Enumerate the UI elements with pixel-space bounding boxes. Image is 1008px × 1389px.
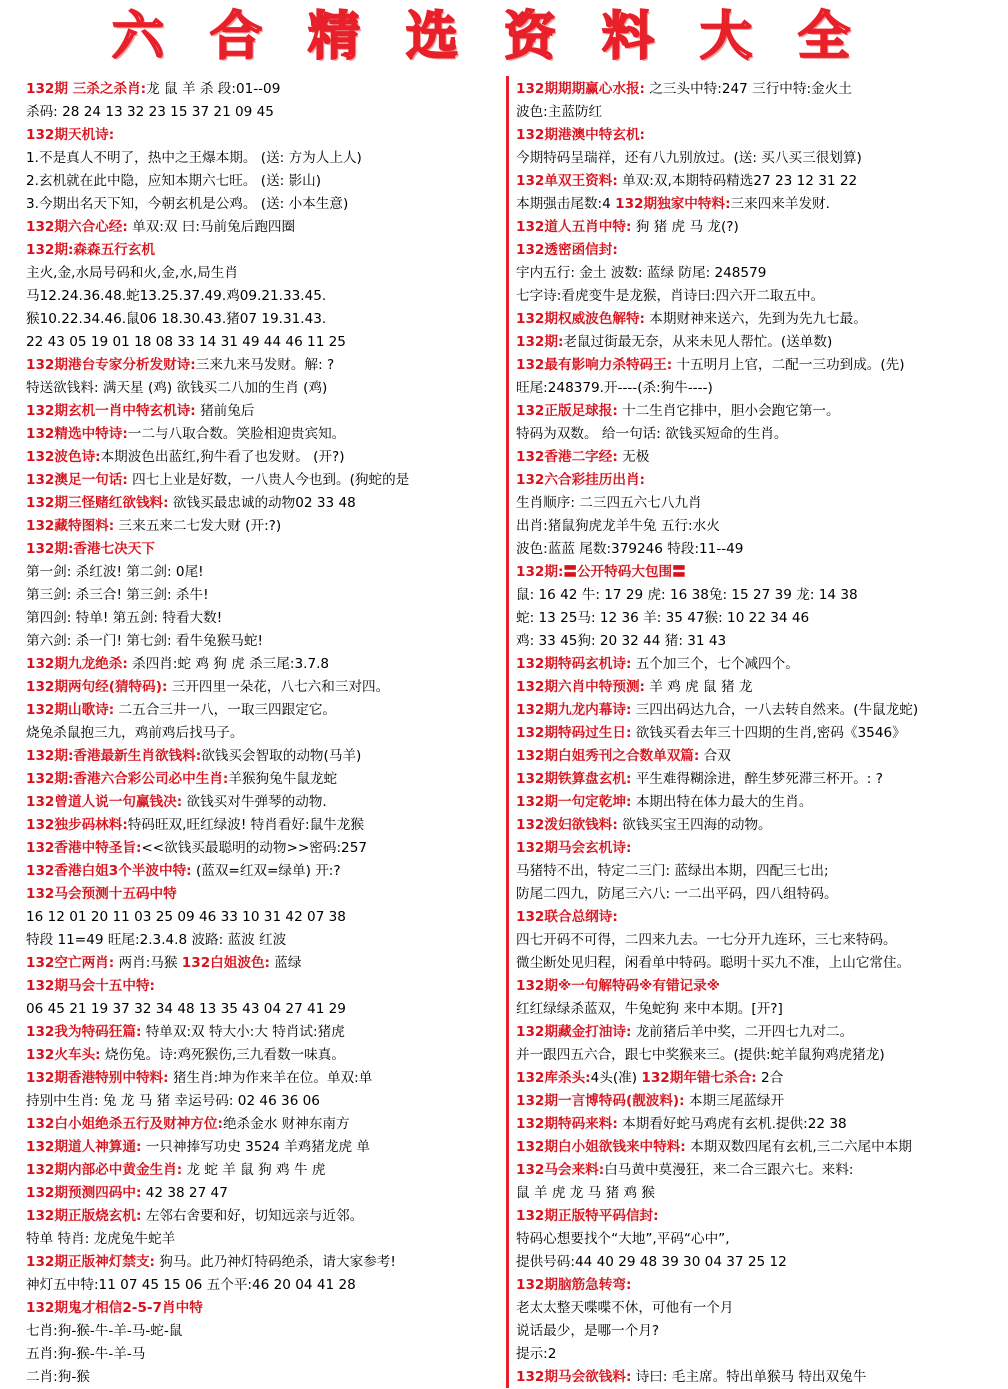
text-line: [26, 952, 504, 975]
section-heading: 132期※一句解特码※有错记录※: [516, 978, 720, 994]
section-heading: 132澳足一句话:: [26, 472, 128, 488]
text-line: [516, 331, 1002, 354]
section-text: 三来九来马发财。解: ?: [195, 357, 335, 373]
section-text: 2合: [756, 1070, 784, 1086]
section-text: 1.不是真人不明了，热中之王爆本期。 (送: 方为人上人): [26, 150, 362, 166]
text-line: [516, 814, 1002, 837]
text-line: [26, 768, 504, 791]
section-text: 五个加三个，七个减四个。: [631, 656, 799, 672]
section-heading: 132期白姐秀刊之合数单双篇:: [516, 748, 700, 764]
section-heading: 132正版足球报:: [516, 403, 618, 419]
text-line: [26, 78, 504, 101]
section-text: 马12.24.36.48.蛇13.25.37.49.鸡09.21.33.45.: [26, 288, 327, 304]
section-text: 无极: [617, 449, 650, 465]
text-line: [516, 1159, 1002, 1182]
section-heading: 132期特码玄机诗:: [516, 656, 632, 672]
section-text: 三来五来二七发大财 (开:?): [114, 518, 282, 534]
text-line: [26, 492, 504, 515]
text-line: [516, 561, 1002, 584]
section-heading: 132期特码过生日:: [516, 725, 632, 741]
section-heading: 132我为特码狂篇:: [26, 1024, 142, 1040]
section-text: 红红绿绿杀蓝双，牛兔蛇狗 来中本期。[开?]: [516, 1001, 783, 1017]
text-line: [516, 952, 1002, 975]
text-line: [516, 837, 1002, 860]
text-line: [26, 469, 504, 492]
section-heading: 132期内部必中黄金生肖:: [26, 1162, 183, 1178]
section-text: 诗曰: 毛主席。特出单猴马 特出双兔牛: [631, 1369, 867, 1385]
text-line: [26, 1067, 504, 1090]
text-line: [26, 1297, 504, 1320]
section-text: 杀码: 28 24 13 32 23 15 37 21 09 45: [26, 104, 274, 120]
text-line: [516, 1343, 1002, 1366]
text-line: [516, 1320, 1002, 1343]
section-text: <<欲钱买最聪明的动物>>密码:257: [141, 840, 367, 856]
section-heading: 132期九龙内幕诗:: [516, 702, 632, 718]
text-line: [26, 285, 504, 308]
section-heading: 132库杀头:: [516, 1070, 591, 1086]
section-text: 老太太整天喋喋不休，可他有一个月: [516, 1300, 734, 1316]
text-line: [26, 883, 504, 906]
section-text: 蛇: 13 25马: 12 36 羊: 35 47猴: 10 22 34 46: [516, 610, 810, 626]
text-line: [516, 538, 1002, 561]
section-text: 五肖:狗-猴-牛-羊-马: [26, 1346, 146, 1362]
section-heading: 132香港中特圣旨:: [26, 840, 142, 856]
section-heading: 132白姐波色:: [181, 955, 270, 971]
section-text: 三开四里一朵花，八七六和三对四。: [167, 679, 390, 695]
section-heading: 132期藏金打油诗:: [516, 1024, 632, 1040]
section-text: 三四出码达九合，一八去转自然来。(牛鼠龙蛇): [631, 702, 919, 718]
section-heading: 132期两句经(猜特码):: [26, 679, 168, 695]
text-line: [516, 400, 1002, 423]
section-text: 神灯五中特:11 07 45 15 06 五个平:46 20 04 41 28: [26, 1277, 356, 1293]
text-line: [516, 239, 1002, 262]
section-text: 波色:蓝蓝 尾数:379246 特段:11--49: [516, 541, 744, 557]
section-heading: 132期九龙绝杀:: [26, 656, 128, 672]
section-text: 二五合三井一八，一取三四跟定它。: [114, 702, 337, 718]
section-text: 16 12 01 20 11 03 25 09 46 33 10 31 42 07 38: [26, 909, 346, 925]
text-line: [26, 1228, 504, 1251]
text-line: [26, 515, 504, 538]
text-line: [516, 124, 1002, 147]
text-line: [26, 124, 504, 147]
section-text: 欲钱买对牛弹琴的动物.: [182, 794, 327, 810]
text-line: [516, 1274, 1002, 1297]
section-text: 之三头中特:247 三行中特:金火土: [644, 81, 852, 97]
text-line: [26, 1113, 504, 1136]
section-text: 单双:双,本期特码精选27 23 12 31 22: [617, 173, 858, 189]
section-text: 06 45 21 19 37 32 34 48 13 35 43 04 27 41 29: [26, 1001, 346, 1017]
section-text: 老鼠过街最无奈，从来未见人帮忙。(送单数): [563, 334, 833, 350]
right-column: [516, 78, 1002, 1389]
section-text: (蓝双=红双=绿单) 开:?: [191, 863, 341, 879]
text-line: [26, 1090, 504, 1113]
text-line: [26, 239, 504, 262]
text-line: [26, 377, 504, 400]
section-text: 本期财神来送六，先到为先九七最。: [644, 311, 867, 327]
section-heading: 132期:森森五行玄机: [26, 242, 155, 258]
text-line: [26, 1205, 504, 1228]
section-text: 主火,金,水局号码和火,金,水,局生肖: [26, 265, 238, 281]
section-text: 提示:2: [516, 1346, 557, 1362]
text-line: [26, 676, 504, 699]
text-line: [26, 1136, 504, 1159]
section-text: 22 43 05 19 01 18 08 33 14 31 49 44 46 11 25: [26, 334, 346, 350]
section-heading: 132期:香港最新生肖欲钱料:: [26, 748, 202, 764]
text-line: [26, 998, 504, 1021]
text-line: [516, 1113, 1002, 1136]
text-line: [516, 1090, 1002, 1113]
section-text: 本期三尾蓝绿开: [684, 1093, 785, 1109]
text-line: [516, 860, 1002, 883]
text-line: [26, 699, 504, 722]
section-text: 合双: [699, 748, 731, 764]
text-line: [26, 308, 504, 331]
section-text: 猴10.22.34.46.鼠06 18.30.43.猪07 19.31.43.: [26, 311, 327, 327]
section-heading: 132期一言博特码(靓波料):: [516, 1093, 685, 1109]
section-heading: 132单双王资料:: [516, 173, 618, 189]
text-line: [26, 193, 504, 216]
text-line: [26, 929, 504, 952]
section-heading: 132期天机诗:: [26, 127, 115, 143]
section-heading: 132期正版神灯禁支:: [26, 1254, 155, 1270]
section-text: 白马黄中莫漫狂，来二合三跟六七。来料:: [604, 1162, 854, 1178]
section-heading: 132期正版特平码信封:: [516, 1208, 659, 1224]
text-line: [26, 791, 504, 814]
text-line: [516, 1182, 1002, 1205]
section-text: 一只神捧写功史 3524 羊鸡猪龙虎 单: [141, 1139, 370, 1155]
text-line: [26, 147, 504, 170]
text-line: [516, 1205, 1002, 1228]
text-line: [26, 538, 504, 561]
text-line: [516, 906, 1002, 929]
section-text: 狗 猪 虎 马 龙(?): [631, 219, 739, 235]
text-line: [516, 1067, 1002, 1090]
text-line: [26, 1320, 504, 1343]
section-heading: 132期六合心经:: [26, 219, 128, 235]
text-line: [26, 975, 504, 998]
left-column: [26, 78, 504, 1389]
section-text: 欲钱买会智取的动物(马羊): [201, 748, 362, 764]
section-heading: 132香港二字经:: [516, 449, 618, 465]
text-line: [516, 446, 1002, 469]
section-text: 本期双数四尾有玄机,三二六尾中本期: [685, 1139, 912, 1155]
section-text: 第四剑: 特单! 第五剑: 特看大数!: [26, 610, 223, 626]
text-line: [26, 653, 504, 676]
section-text: 鼠 羊 虎 龙 马 猪 鸡 猴: [516, 1185, 655, 1201]
section-heading: 132期特码来料:: [516, 1116, 618, 1132]
text-line: [516, 1251, 1002, 1274]
section-heading: 132精选中特诗:: [26, 426, 128, 442]
section-text: 一二与八取合数。笑脸相迎贵宾知。: [127, 426, 346, 442]
page-title: 六合精选资料大全: [111, 7, 896, 67]
section-heading: 132期马会欲钱料:: [516, 1369, 632, 1385]
section-heading: 132期马会十五中特:: [26, 978, 155, 994]
text-line: [26, 1251, 504, 1274]
section-text: 单双:双 曰:马前兔后跑四圈: [127, 219, 296, 235]
section-heading: 132空亡两肖:: [26, 955, 115, 971]
text-line: [26, 630, 504, 653]
section-text: 4头(准): [590, 1070, 642, 1086]
section-text: 猪前兔后: [195, 403, 255, 419]
section-heading: 132期铁算盘玄机:: [516, 771, 632, 787]
text-line: [26, 860, 504, 883]
column-divider: [506, 76, 509, 1388]
section-text: 烧兔杀鼠抱三九，鸡前鸡后找马子。: [26, 725, 244, 741]
section-text: 四七开码不可得，二四来九去。一七分开九连环，三七来特码。: [516, 932, 897, 948]
section-text: 七肖:狗-猴-牛-羊-马-蛇-鼠: [26, 1323, 183, 1339]
section-heading: 132期:〓公开特码大包围〓: [516, 564, 686, 580]
text-line: [26, 170, 504, 193]
text-line: [516, 630, 1002, 653]
section-heading: 132期:香港七决天下: [26, 541, 155, 557]
section-heading: 132期马会玄机诗:: [516, 840, 632, 856]
section-heading: 132期预测四码中:: [26, 1185, 142, 1201]
text-line: [516, 147, 1002, 170]
text-line: [516, 998, 1002, 1021]
section-heading: 132马会来料:: [516, 1162, 605, 1178]
section-text: 猪生肖:坤为作来羊在位。单双:单: [168, 1070, 373, 1086]
text-line: [516, 676, 1002, 699]
section-text: 四七上业是好数，一八贵人今也到。(狗蛇的是: [127, 472, 410, 488]
section-text: 第一剑: 杀红波! 第二剑: 0尾!: [26, 564, 204, 580]
text-line: [26, 1366, 504, 1389]
text-line: [26, 1274, 504, 1297]
section-heading: 132期道人神算通:: [26, 1139, 142, 1155]
section-heading: 132期六肖中特预测:: [516, 679, 645, 695]
section-heading: 132期港台专家分析发财诗:: [26, 357, 196, 373]
text-line: [516, 423, 1002, 446]
text-line: [516, 975, 1002, 998]
section-text: 蓝绿: [269, 955, 302, 971]
section-text: 二肖:狗-猴: [26, 1369, 90, 1385]
section-heading: 132六合彩挂历出肖:: [516, 472, 645, 488]
section-text: 今期特码呈瑞祥，还有八九别放过。(送: 买八买三很划算): [516, 150, 862, 166]
section-text: 第三剑: 杀三合! 第三剑: 杀牛!: [26, 587, 209, 603]
text-line: [516, 768, 1002, 791]
text-line: [26, 814, 504, 837]
section-text: 波色:主蓝防红: [516, 104, 603, 120]
section-text: 持别中生肖: 兔 龙 马 猪 幸运号码: 02 46 36 06: [26, 1093, 320, 1109]
section-text: 龙 鼠 羊 杀 段:01--09: [146, 81, 281, 97]
section-heading: 132泼妇欲钱料:: [516, 817, 618, 833]
text-line: [516, 584, 1002, 607]
section-text: 生肖顺序: 二三四五六七八九肖: [516, 495, 702, 511]
section-heading: 132期港澳中特玄机:: [516, 127, 645, 143]
section-text: 十五明月上官，二配一三功到成。(先): [672, 357, 905, 373]
section-heading: 132期鬼才相信2-5-7肖中特: [26, 1300, 203, 1316]
text-line: [26, 1021, 504, 1044]
text-line: [516, 1044, 1002, 1067]
text-line: [516, 883, 1002, 906]
text-line: [516, 216, 1002, 239]
section-heading: 132期香港特别中特料:: [26, 1070, 169, 1086]
text-line: [516, 285, 1002, 308]
text-line: [26, 745, 504, 768]
text-line: [26, 584, 504, 607]
section-text: 说话最少，是哪一个月?: [516, 1323, 660, 1339]
section-text: 出肖:猪鼠狗虎龙羊牛兔 五行:水火: [516, 518, 720, 534]
text-line: [516, 515, 1002, 538]
section-heading: 132联合总纲诗:: [516, 909, 618, 925]
section-heading: 132马会预测十五码中特: [26, 886, 177, 902]
section-heading: 132道人五肖中特:: [516, 219, 632, 235]
text-line: [516, 101, 1002, 124]
text-line: [516, 170, 1002, 193]
section-text: 十二生肖它排中，胆小会跑它第一。: [617, 403, 840, 419]
section-heading: 132期:: [516, 334, 564, 350]
section-heading: 132火车头:: [26, 1047, 101, 1063]
section-heading: 132期年错七杀合:: [641, 1070, 757, 1086]
section-text: 欲钱买宝王四海的动物。: [617, 817, 772, 833]
section-text: 宇内五行: 金土 波数: 蓝绿 防尾: 248579: [516, 265, 767, 281]
text-line: [26, 906, 504, 929]
section-text: 特单 特肖: 龙虎兔牛蛇羊: [26, 1231, 176, 1247]
section-heading: 132白小姐绝杀五行及财神方位:: [26, 1116, 223, 1132]
section-text: 两肖:马猴: [114, 955, 182, 971]
section-text: 42 38 27 47: [141, 1185, 228, 1201]
section-text: 2.玄机就在此中隐，应知本期六七旺。 (送: 影山): [26, 173, 322, 189]
text-line: [26, 1182, 504, 1205]
text-line: [516, 607, 1002, 630]
text-line: [516, 929, 1002, 952]
section-text: 左邻右舍要和好，切知远亲与近邻。: [141, 1208, 364, 1224]
section-text: 龙前猪后羊中奖，二开四七九对二。: [631, 1024, 854, 1040]
section-text: 绝杀金水 财神东南方: [222, 1116, 350, 1132]
text-line: [516, 791, 1002, 814]
text-line: [26, 607, 504, 630]
text-line: [516, 699, 1002, 722]
section-text: 特码为双数。 给一句话: 欲钱买短命的生肖。: [516, 426, 788, 442]
text-line: [516, 492, 1002, 515]
text-line: [26, 1159, 504, 1182]
text-line: [26, 722, 504, 745]
text-line: [26, 561, 504, 584]
text-line: [26, 101, 504, 124]
section-text: 平生难得糊涂进，醉生梦死滞三杯开。: ?: [631, 771, 883, 787]
text-line: [516, 308, 1002, 331]
section-text: 鼠: 16 42 牛: 17 29 虎: 16 38兔: 15 27 39 龙: 14 38: [516, 587, 858, 603]
text-line: [26, 262, 504, 285]
section-text: 并一跟四五六合，跟七中奖猴来三。(提供:蛇羊鼠狗鸡虎猪龙): [516, 1047, 885, 1063]
section-heading: 132最有影响力杀特码王:: [516, 357, 673, 373]
text-line: [516, 1136, 1002, 1159]
section-heading: 132期山歌诗:: [26, 702, 115, 718]
section-text: 杀四肖:蛇 鸡 狗 虎 杀三尾:3.7.8: [127, 656, 330, 672]
text-line: [516, 469, 1002, 492]
section-heading: 132期脑筋急转弯:: [516, 1277, 632, 1293]
section-heading: 132期独家中特料:: [615, 196, 731, 212]
text-line: [516, 193, 1002, 216]
section-text: 特单双:双 特大小:大 特肖试:猪虎: [141, 1024, 345, 1040]
section-text: 本期出特在体力最大的生肖。: [631, 794, 813, 810]
section-heading: 132期玄机一肖中特玄机诗:: [26, 403, 196, 419]
section-text: 提供号码:44 40 29 48 39 30 04 37 25 12: [516, 1254, 787, 1270]
section-text: 特段 11=49 旺尾:2.3.4.8 波路: 蓝波 红波: [26, 932, 287, 948]
text-line: [516, 653, 1002, 676]
text-line: [26, 1343, 504, 1366]
section-text: 本期看好蛇马鸡虎有玄机.提供:22 38: [617, 1116, 847, 1132]
section-text: 本期强击尾数:4: [516, 196, 616, 212]
text-line: [26, 354, 504, 377]
text-line: [26, 1044, 504, 1067]
section-text: 欲钱买看去年三十四期的生肖,密码《3546》: [631, 725, 906, 741]
section-text: 本期波色出蓝红,狗牛看了也发财。 (开?): [100, 449, 345, 465]
section-text: 羊猴狗兔牛鼠龙蛇: [228, 771, 338, 787]
text-line: [26, 400, 504, 423]
section-text: 龙 蛇 羊 鼠 狗 鸡 牛 虎: [182, 1162, 326, 1178]
section-text: 鸡: 33 45狗: 20 32 44 猪: 31 43: [516, 633, 727, 649]
section-heading: 132期权威波色解特:: [516, 311, 645, 327]
section-heading: 132透密函信封:: [516, 242, 618, 258]
section-text: 三来四来羊发财.: [730, 196, 830, 212]
section-text: 第六剑: 杀一门! 第七剑: 看牛兔猴马蛇!: [26, 633, 263, 649]
section-heading: 132期白小姐欲钱来中特料:: [516, 1139, 686, 1155]
section-heading: 132期:香港六合彩公司必中生肖:: [26, 771, 229, 787]
text-line: [516, 722, 1002, 745]
section-heading: 132期 三杀之杀肖:: [26, 81, 147, 97]
text-line: [516, 745, 1002, 768]
section-text: 七字诗:看虎变牛是龙猴，肖诗曰:四六开二取五中。: [516, 288, 825, 304]
section-text: 羊 鸡 虎 鼠 猪 龙: [644, 679, 753, 695]
section-text: 马猪特不出，特定二三门: 蓝绿出本期，四配三七出;: [516, 863, 829, 879]
text-line: [516, 1366, 1002, 1389]
text-line: [26, 837, 504, 860]
text-line: [516, 78, 1002, 101]
section-text: 特码心想要找个“大地”,平码“心中”,: [516, 1231, 730, 1247]
section-text: 狗马。此乃神灯特码绝杀，请大家参考!: [154, 1254, 396, 1270]
section-heading: 132藏特图料:: [26, 518, 115, 534]
text-line: [516, 1228, 1002, 1251]
section-heading: 132期三怪赌红欲钱料:: [26, 495, 169, 511]
section-text: 烧伤兔。诗:鸡死猴伤,三九看数一味真。: [100, 1047, 345, 1063]
section-heading: 132独步码林料:: [26, 817, 128, 833]
text-line: [26, 423, 504, 446]
text-line: [26, 446, 504, 469]
section-text: 旺尾:248379.开----(杀:狗牛----): [516, 380, 713, 396]
text-line: [516, 1297, 1002, 1320]
text-line: [516, 1021, 1002, 1044]
section-text: 特送欲钱料: 满天星 (鸡) 欲钱买二八加的生肖 (鸡): [26, 380, 328, 396]
section-heading: 132香港白姐3个半波中特:: [26, 863, 192, 879]
section-heading: 132期一句定乾坤:: [516, 794, 632, 810]
section-text: 3.今期出名天下知，今朝玄机是公鸡。 (送: 小本生意): [26, 196, 349, 212]
section-text: 欲钱买最忠诚的动物02 33 48: [168, 495, 356, 511]
section-text: 特码旺双,旺红绿波! 特肖看好:鼠牛龙猴: [127, 817, 364, 833]
text-line: [516, 262, 1002, 285]
text-line: [26, 216, 504, 239]
section-heading: 132期正版烧玄机:: [26, 1208, 142, 1224]
text-line: [26, 331, 504, 354]
section-text: 防尾二四九，防尾三六八: 一二出平码，四八组特码。: [516, 886, 838, 902]
text-line: [516, 377, 1002, 400]
section-heading: 132曾道人说一句赢钱决:: [26, 794, 183, 810]
text-line: [516, 354, 1002, 377]
section-text: 微尘断处见归程，闲看单中特码。聪明十买九不准，上山它常住。: [516, 955, 911, 971]
section-heading: 132期期期赢心水报:: [516, 81, 645, 97]
section-heading: 132波色诗:: [26, 449, 101, 465]
